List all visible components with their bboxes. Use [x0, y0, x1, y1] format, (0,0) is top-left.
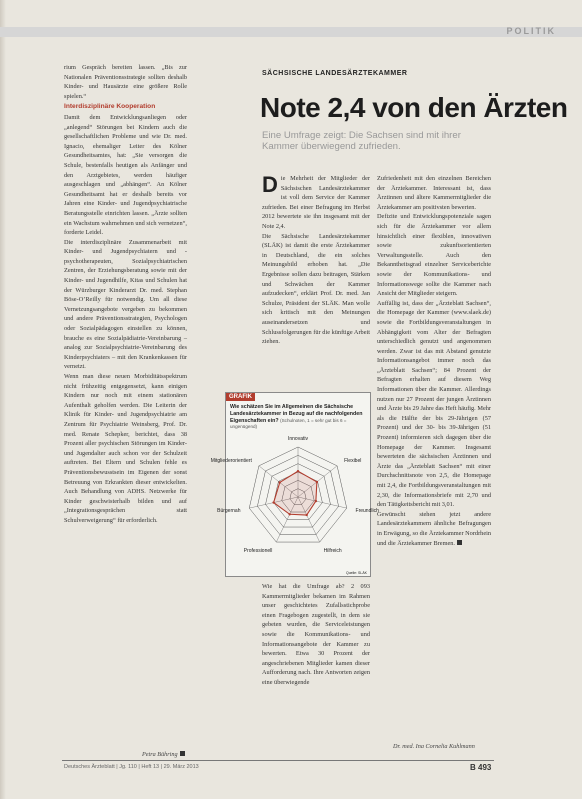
dropcap: D [262, 172, 278, 197]
radar-axis-label: Innovativ [287, 436, 309, 442]
section-label: POLITIK [506, 26, 556, 36]
radar-axis-label: Mitgliederorientiert [210, 458, 252, 465]
article-author: Dr. med. Ina Cornelia Kuhlmann [393, 743, 475, 750]
radar-axis-label: Professionell [243, 548, 273, 555]
article-col2 [377, 174, 491, 738]
left-intro: rium Gespräch bereiten lassen. „Bis zur Nationalen Präventionsstrategie sollten deshalb Kinder- und Hausärzte eine größere Rolle spielen.“ [64, 64, 187, 100]
chart-question: Wie schätzen Sie im Allgemeinen die Sächsische Landesärztekammer in Bezug auf die nachfolgenden Eigenschaften ein? [230, 404, 363, 424]
radar-chart [210, 425, 379, 573]
article-col1 [262, 174, 370, 386]
footer-journal: Deutsches Ärzteblatt | Jg. 110 | Heft 13 | 29. März 2013 [64, 764, 199, 770]
radar-point [297, 470, 299, 472]
footer-rule [62, 760, 494, 761]
article-col2-text: Zufriedenheit mit den einzelnen Bereichen der Ärztekammer. Interessant ist, dass Ärztinnen und ältere Kammermitglieder die Ärztekammer am positivsten bewerten. Defizite und Entwicklungspotenziale sagen sich für die Ärztekammer vor allem hinsichtlich einer flexiblen, innovativen sowie zukunftsorientierten Verwaltungsstelle. Auch den Bekanntheitsgrad einzelner Serviceberichte sowie der Kommunikations- und Informationswege sollte die Kammer nach Ansicht der Mitglieder steigern. Auffällig ist, dass der „Ärzteblatt Sachsen“, die Homepage der Kammer (www.slaek.de) sowie die Fortbildungsveranstaltungen in Abhängigkeit vom Alter der Befragten unterschiedlich genutzt und angenommen werden. Zwar ist das mit Abstand genutzte Informationsangebot immer noch das „Ärzteblatt Sachsen“; 84 Prozent der Befragten erhalten auf diesem Weg Informationen über die Kammer. Allerdings nutzen nur 27 Prozent der jungen Ärztinnen und Ärzte bis 29 Jahre das Heft häufig. Mehr als die Hälfte der bis 29-Jährigen (57 Prozent) und der 30- bis 39-Jährigen (51 Prozent) informieren sich dagegen über die Homepage der Kammer. Insgesamt bewerteten die sächsischen Ärztinnen und Ärzte das „Ärzteblatt Sachsen“ mit einer Durchschnittsnote von 2,5, die Homepage mit 2,4, die Fortbildungsveranstaltungen mit 2,30, die Informationsbriefe mit 2,70 und den Tätigkeitsbericht mit 3,01. Gewünscht stehen jetzt andere Landesärztekammern ähnliche Befragungen in Erwägung, so die Ärztekammer Nordrhein und die Ärztekammer Bremen. [377, 175, 492, 547]
article-col1-text: ie Mehrheit der Mitglieder der Sächsischen Landesärztekammer ist voll dem Service der Kammer zufrieden. Bei einer Befragung im Herbst 2012 bewertete sie ihn insgesamt mit der Note 2,4. Die Sächsische Landesärztekammer (SLÄK) ist damit die erste Ärztekammer in Deutschland, die ein solches Meinungsbild erhoben hat. „Die Ergebnisse sollen dazu beitragen, Stärken und Schwächen der Kammer aufzudecken“, erklärt Prof. Dr. med. Jan Schulze, Präsident der SLÄK. Man wolle sich kritisch mit den Meinungen auseinandersetzen und Schlussfolgerungen für die künftige Arbeit ziehen. [262, 175, 370, 346]
left-body: Damit dem Entwicklungsanliegen oder „anlegend“ Störungen bei Kindern auch die gesellschaftlichen Probleme und wie Dr. med. Ignacio, ehemaliger Leiter des Kölner Gesundheitsamtes, hat: „Sie versorgen die Schule, bestenfalls heutigen als Anfänger und den Arztgebietes, werden häufiger ausgeschlagen und „abhängen“. An Kölner Gesundheitsamt hat er deshalb bereits vor Jahren eine Kinder- und Jugendpsychiatrische Beratungsstelle einrichten lassen. „Ärzte sollten ein Wachstum wahrnehmen und sich vernetzen“, forderte Leidel. Die interdisziplinäre Zusammenarbeit mit Kinder- und Jugendpsychiatern und -psychotherapeuten, Sozialpsychiatrischen Zentren, der Erziehungsberatung sowie mit der Kinder- und Jugendhilfe, Kitas und Schulen hat der Würzburger Kinderarzt Dr. med. Stephan Böse-O’Reilly für notwendig. Um all diese Vernetzungsangebote vergeben zu bekommen und andere Präventionsstrategien, Psychologen oder Sozialpädagogen einstellen zu können, brauche es eine Sozialpädiatrie-Vereinbarung – analog zur Sozialpsychiatrie-Vereinbarung des Kinderpsychiaters – mit den Krankenkassen für vernetzt. Wenn man diese neuen Morbiditätsspektrum nicht frühzeitig entgegensetzt, kann einigen Kindern nur noch mit einem stationären Aufenthalt geholfen werden. Die Leiterin der Klinik für Kinder- und Jugendpsychiatrie am Zentrum für Psychiatrie Weinsberg, Prof. Dr. med. Renate Schepker, berichtet, dass 38 Prozent aller psychischen Störungen im Kinder- und Jugendalter auch schon vor der Schulzeit auftreten. Bei Eltern und Schulen fehle es Präventionsbewusstsein im Eigenen der sonst Betreuung von Erkrankten dieser entwickelten. Auch Behandlung von ADHS. Netzwerke für Kinder geschwisterhalb bilden und auf „Integrationsgesprächen statt Schulverweigerung“ für erforderlich. [64, 113, 187, 524]
left-subhead: Interdisziplinäre Kooperation [64, 103, 156, 111]
article-col1-bottom: Wie hat die Umfrage ab? 2 093 Kammermitglieder bekamen im Rahmen unser geschichtetes Zufallsstichprobe einen Fragebogen zugestellt, in dem sie gebeten wurden, die Serviceleistungen sowie die Kommunikations- und Informationsangebote der Kammer zu bewerten. Etwa 30 Prozent der angeschriebenen Mitglieder kamen dieser Aufforderung nach. Ihre Antworten zeigen eine überwiegende [262, 583, 370, 686]
radar-point [272, 501, 274, 503]
radar-axis-label: Flexibel [344, 458, 362, 465]
page-number: B 493 [470, 763, 492, 772]
radar-point [315, 500, 317, 502]
page-binding-shadow [0, 0, 6, 799]
chart-subtitle: (Schulnoten, 1 = sehr gut bis 6 = ungenügend) [230, 417, 347, 430]
end-mark [457, 540, 462, 545]
article-kicker: SÄCHSISCHE LANDESÄRZTEKAMMER [262, 70, 408, 77]
end-mark [180, 751, 185, 756]
left-column [64, 63, 187, 753]
radar-axis-label: Freundlich [355, 508, 379, 515]
article-headline: Note 2,4 von den Ärzten [260, 92, 568, 123]
chart-label: GRAFIK [226, 393, 255, 401]
left-author: Petra Bühring [142, 751, 185, 758]
chart-box [210, 392, 379, 577]
radar-axis-label: Hilfreich [323, 548, 342, 555]
radar-point [288, 513, 290, 515]
radar-axis-label: Bürgernah [217, 508, 241, 515]
article-dek: Eine Umfrage zeigt: Die Sachsen sind mit ihrer Kammer überwiegend zufrieden. [262, 130, 461, 152]
radar-point [305, 514, 307, 516]
chart-source: Quelle: SLÄK [345, 571, 367, 575]
radar-point [279, 481, 281, 483]
header-band [0, 27, 582, 37]
radar-series [274, 471, 317, 515]
radar-point [316, 481, 318, 483]
